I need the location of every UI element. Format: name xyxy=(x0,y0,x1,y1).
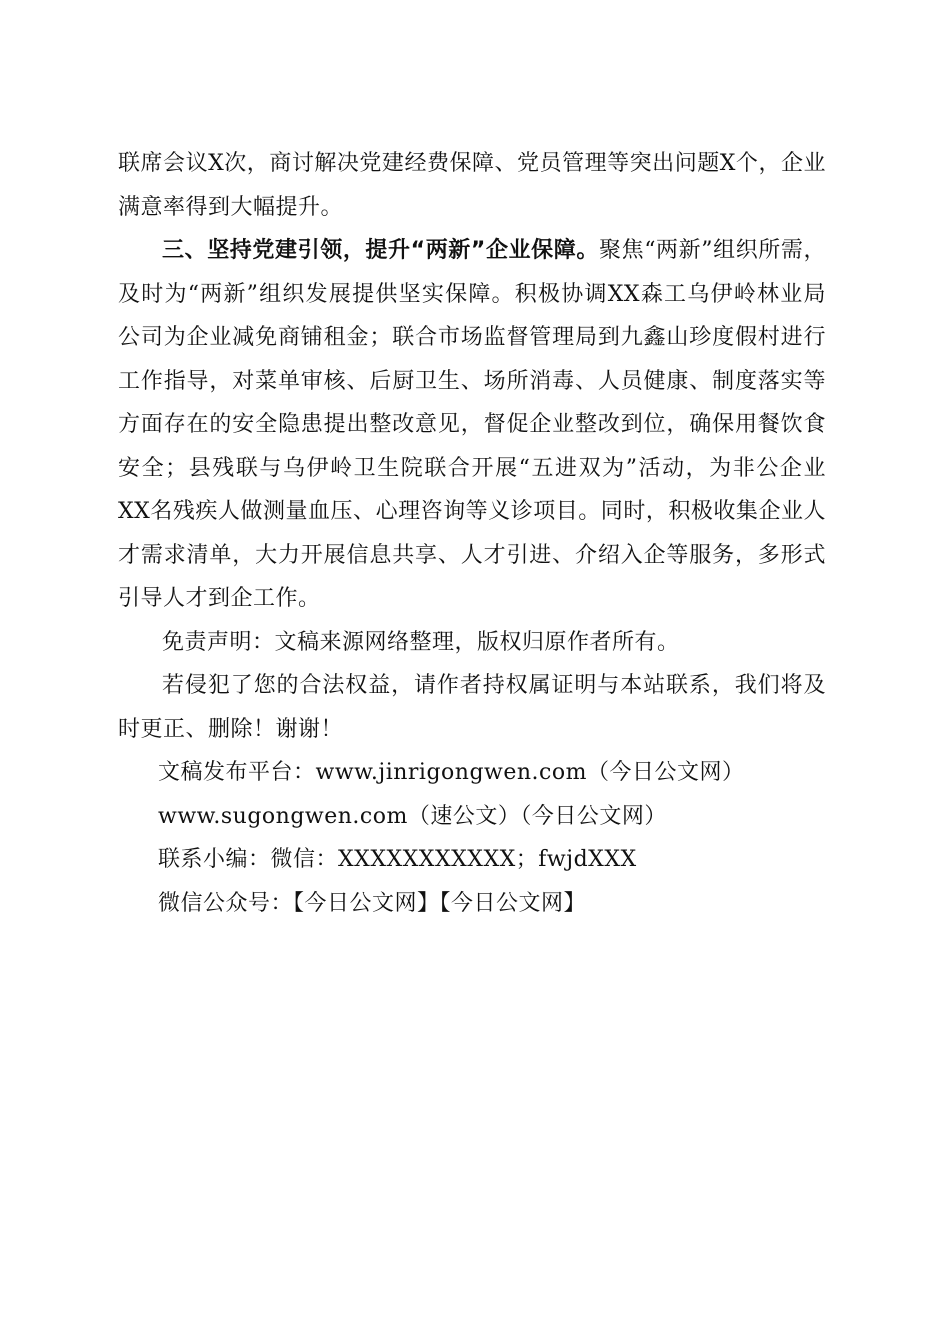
publisher-footer xyxy=(118,751,826,925)
site-line: www.sugongwen.com（速公文）（今日公文网） xyxy=(158,803,667,829)
disclaimer-line-1: 免责声明：文稿来源网络整理，版权归原作者所有。 xyxy=(162,629,680,655)
section-3-paragraph xyxy=(118,229,826,621)
platform-line: 文稿发布平台：www.jinrigongwen.com（今日公文网） xyxy=(158,760,745,785)
section-3-body: 聚焦“两新”组织所需，及时为“两新”组织发展提供坚实保障。积极协调XX森工乌伊岭林业局公司为企业减免商铺租金；联合市场监督管理局到九鑫山珍度假村进行工作指导，对菜单审核、后厨卫生、场所消毒、人员健康、制度落实等方面存在的安全隐患提出整改意见，督促企业整改到位，确保用餐饮食安全；县残联与乌伊岭卫生院联合开展“五进双为”活动，为非公企业XX名残疾人做测量血压、心理咨询等义诊项目。同时，积极收集企业人才需求清单，大力开展信息共享、人才引进、介绍入企等服务，多形式引导人才到企工作。 xyxy=(118,238,827,611)
disclaimer-line-2: 若侵犯了您的合法权益，请作者持权属证明与本站联系，我们将及时更正、删除！谢谢！ xyxy=(118,673,826,742)
contact-line: 联系小编：微信：XXXXXXXXXXX；fwjdXXX xyxy=(158,847,637,872)
document-body xyxy=(118,142,826,925)
continuation-paragraph: 联席会议X次，商讨解决党建经费保障、党员管理等突出问题X个，企业满意率得到大幅提升。 xyxy=(118,151,826,220)
section-3-heading: 三、坚持党建引领，提升“两新”企业保障。 xyxy=(162,238,599,263)
wechat-account-line: 微信公众号：【今日公文网】【今日公文网】 xyxy=(158,890,587,916)
